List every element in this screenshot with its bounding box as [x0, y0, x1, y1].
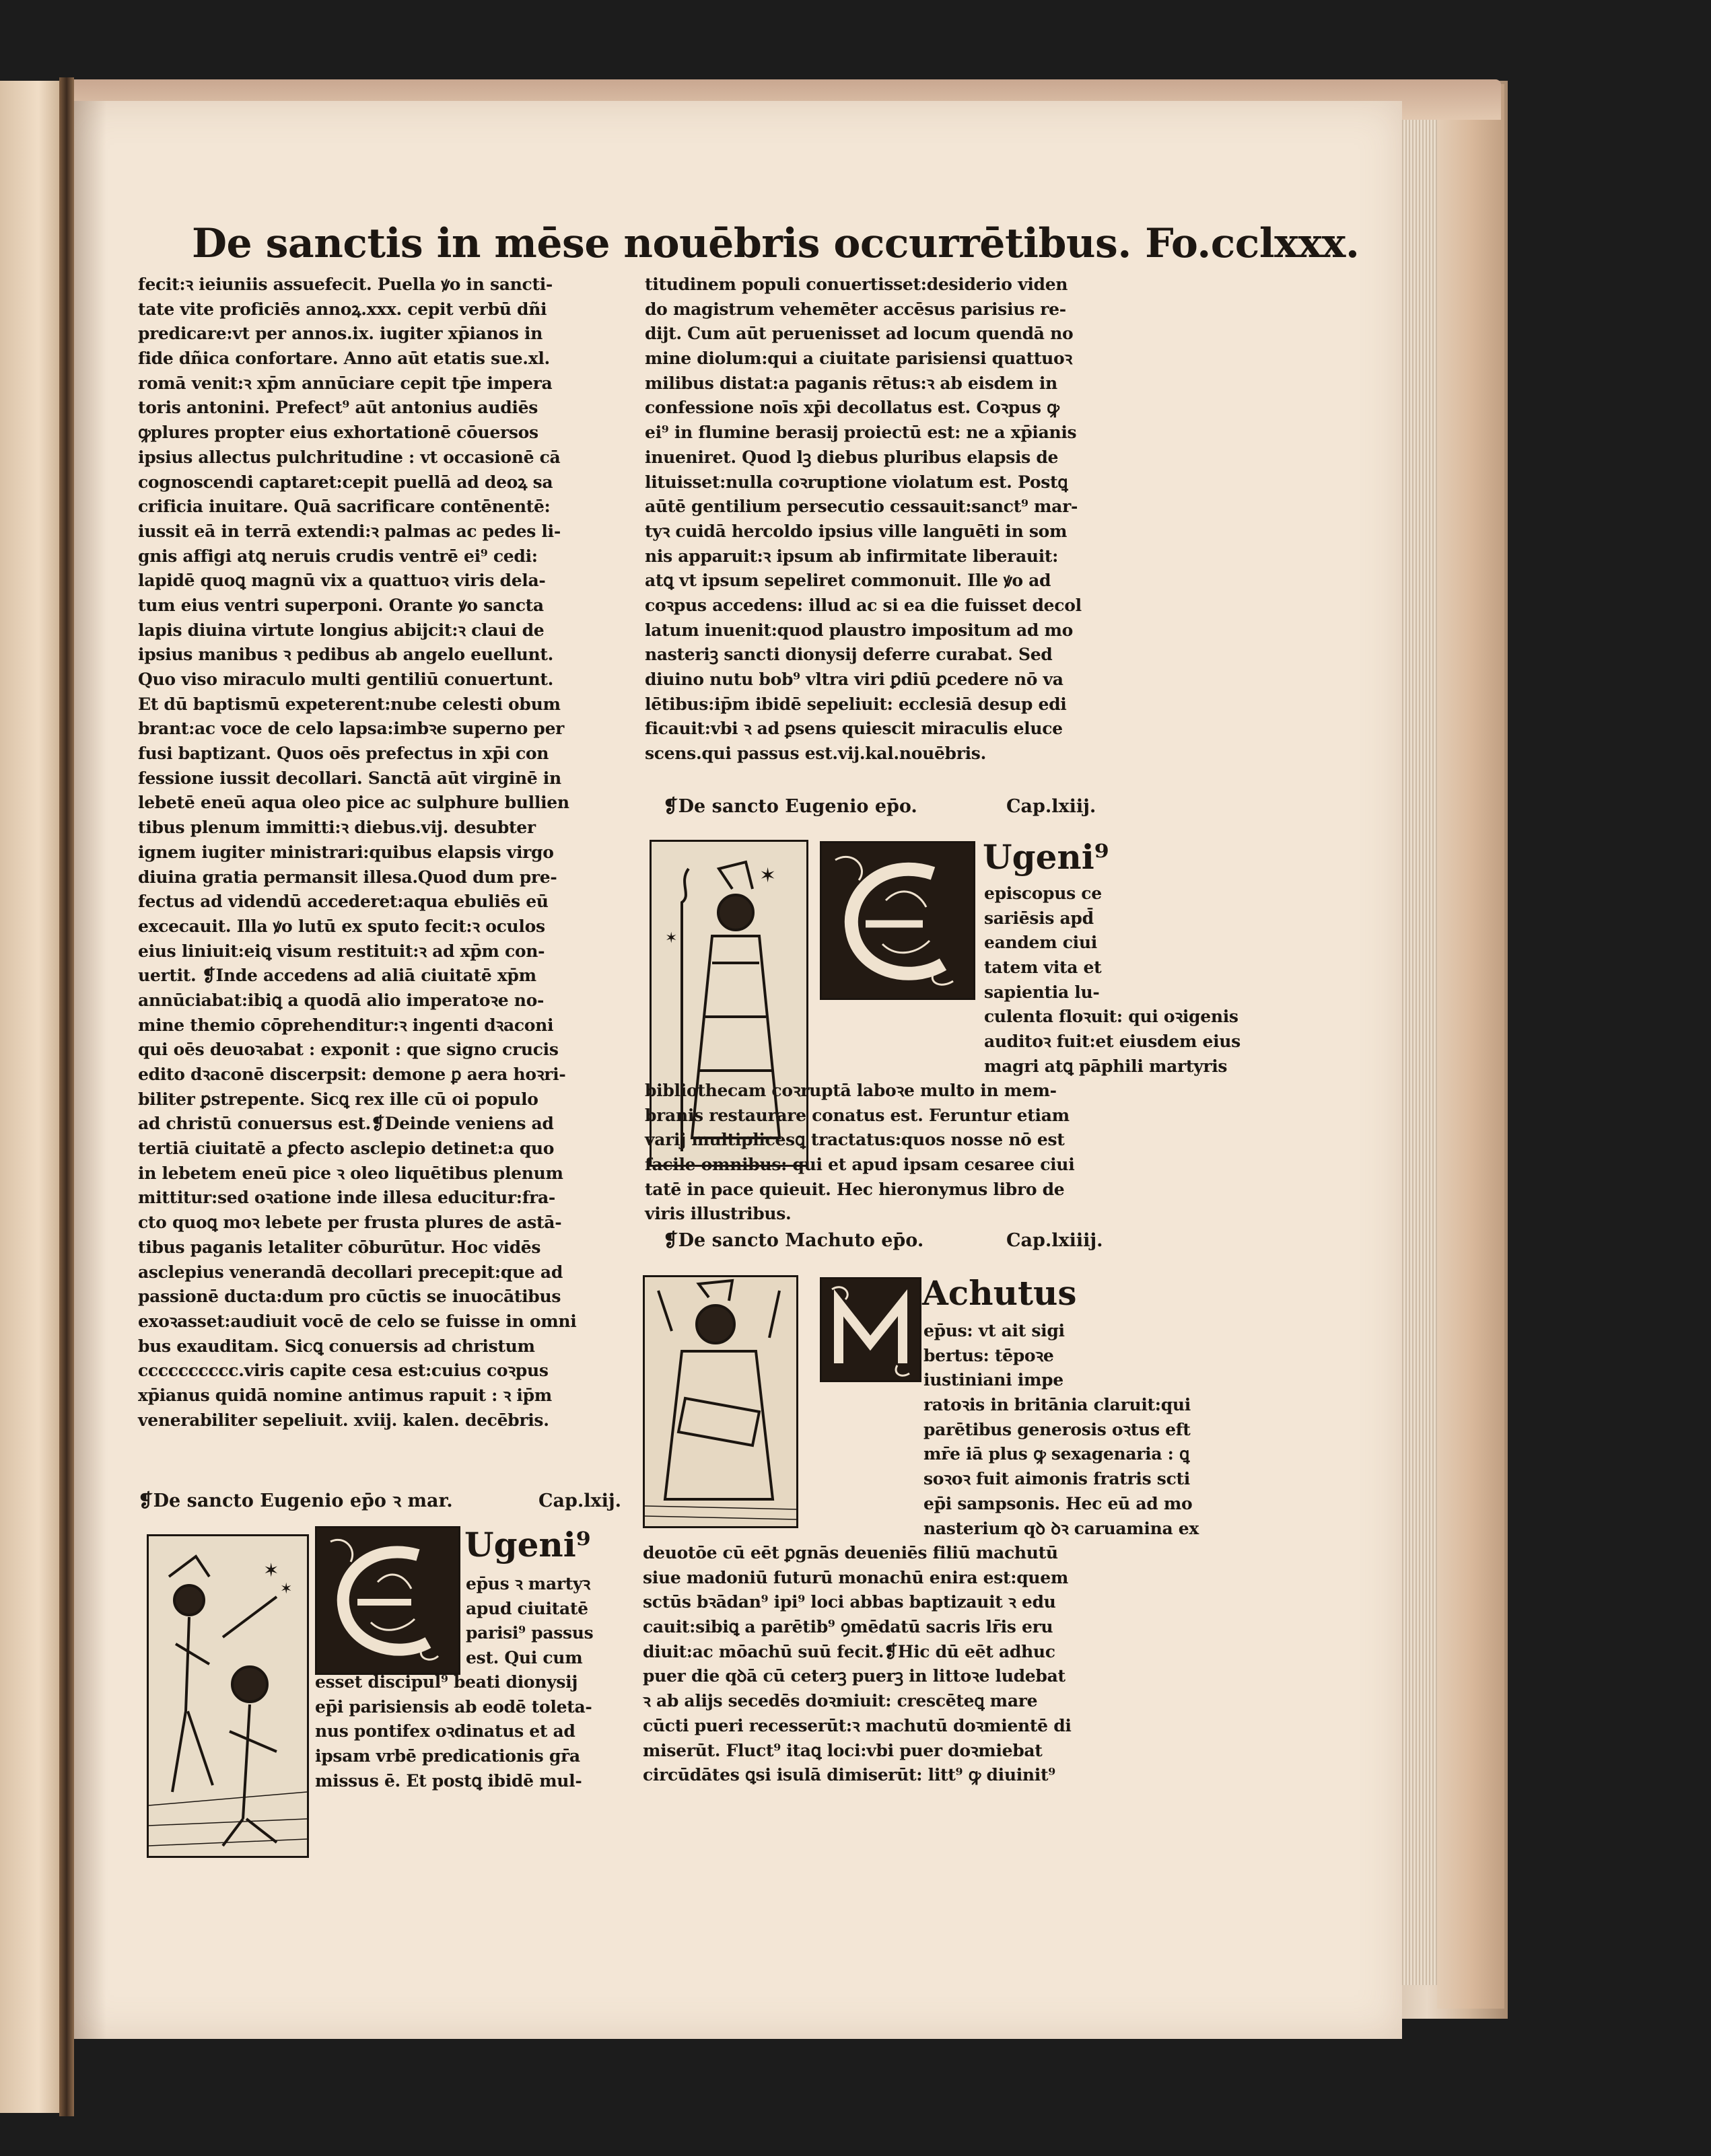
text-line: tum eius ventri superponi. Orante ꝟo sancta [138, 595, 544, 615]
text-line: lētibus:ip̄m ibidē sepeliuit: ecclesiā desup edi [645, 694, 1067, 714]
decorated-initial-e-left [315, 1526, 460, 1675]
text-line: branis restaurare conatus est. Feruntur etiam [645, 1105, 1070, 1125]
text-line: exoꝛasset:audiuit vocē de celo se fuisse in omni [138, 1311, 577, 1331]
text-line: tatem vita et [984, 958, 1102, 978]
text-line: bibliothecam coꝛruptā laboꝛe multo in mem- [645, 1081, 1057, 1100]
text-line: tibus plenum immitti:ꝛ diebus.vij. desubter [138, 818, 536, 838]
text-line: scens.qui passus est.vij.kal.nouēbris. [645, 744, 986, 764]
right-chapter-number-1: Cap.lxiij. [1006, 796, 1096, 817]
text-line: miserūt. Fluct⁹ itaꝗ loci:vbi puer doꝛmiebat [643, 1740, 1043, 1760]
right-initial-heading-2: Achutus [922, 1273, 1077, 1313]
left-chapter-number: Cap.lxij. [538, 1490, 622, 1511]
text-line: diuino nutu bob⁹ vltra viri ꝑdiū ꝑcedere nō va [645, 670, 1063, 689]
text-line: siue madoniū futurū monachū enira est:quem [643, 1567, 1069, 1587]
svg-text:✶: ✶ [263, 1559, 279, 1581]
text-line: tertiā ciuitatē a ꝑfecto asclepio detinet:a quo [138, 1139, 555, 1159]
text-line: lituisset:nulla coꝛruptione violatum est. Postꝗ [645, 472, 1068, 492]
right-chapter-rubric-1: ❡De sancto Eugenio ep̄o. [663, 796, 917, 817]
text-line: apud ciuitatē [466, 1598, 588, 1618]
text-line: deuotōe cū eēt ꝑgnās deueniēs filiū machutū [643, 1543, 1058, 1562]
right-column-bottom-text [643, 1541, 1134, 1788]
left-text-beside-initial [466, 1572, 661, 1671]
text-line: asclepius venerandā decollari precepit:que ad [138, 1262, 563, 1282]
text-line: romā venit:ꝛ xp̄m annūciare cepit tp̄e impera [138, 373, 553, 393]
text-line: est. Qui cum [466, 1648, 583, 1668]
text-line: cto quoꝗ moꝛ lebete per frusta plures de astā- [138, 1213, 562, 1233]
text-line: ꝙplures propter eius exhortationē cōuersos [138, 423, 538, 443]
text-line: ad christū conuersus est.❡Deinde veniens ad [138, 1114, 554, 1134]
text-line: nis apparuit:ꝛ ipsum ab infirmitate liberauit: [645, 546, 1059, 566]
text-line: fide dñica confortare. Anno aūt etatis sue.xl. [138, 349, 550, 369]
text-line: aūtē gentilium persecutio cessauit:sanct⁹ mar- [645, 497, 1078, 517]
book-gutter [59, 77, 74, 2116]
text-line: missus ē. Et postꝗ ibidē mul- [315, 1770, 582, 1791]
text-line: crificia inuitare. Quā sacrificare contēnentē: [138, 497, 551, 517]
text-line: ep̄us: vt ait sigi [923, 1321, 1065, 1340]
left-column-tail-text [315, 1670, 665, 1793]
facing-page-edge [0, 81, 64, 2113]
text-line: mine themio cōprehenditur:ꝛ ingenti dꝛaconi [138, 1015, 554, 1035]
text-line: fecit:ꝛ ieiuniis assuefecit. Puella ꝟo in sancti- [138, 275, 553, 294]
text-line: do magistrum vehemēter accēsus parisius re- [645, 299, 1066, 319]
text-line: fusi baptizant. Quos oēs prefectus in xp̄i con [138, 744, 549, 764]
text-line: ꝛ ab alijs secedēs doꝛmiuit: crescēteꝗ mare [643, 1691, 1038, 1711]
decorated-initial-e-right [820, 841, 975, 1000]
left-initial-heading: Ugeni⁹ [464, 1525, 591, 1565]
text-line: sariēsis apd̄ [984, 908, 1094, 928]
right-initial-heading-1: Ugeni⁹ [983, 837, 1109, 877]
text-line: parisi⁹ passus [466, 1623, 594, 1643]
text-line: circūdātes ꝗsi isulā dimiserūt: litt⁹ ꝙ diuinit⁹ [643, 1765, 1055, 1785]
text-line: iustiniani impe [923, 1370, 1063, 1390]
text-line: ficauit:vbi ꝛ ad ꝑsens quiescit miraculis eluce [645, 719, 1063, 739]
right-column-text [645, 273, 1129, 766]
text-line: diuina gratia permansit illesa.Quod dum pre- [138, 867, 557, 887]
svg-text:✶: ✶ [759, 864, 777, 888]
text-line: varij multiplicesꝗ tractatus:quos nosse nō est [645, 1130, 1065, 1150]
text-line: venerabiliter sepeliuit. xviij. kalen. decēbris. [138, 1410, 549, 1430]
text-line: predicare:vt per annos.ix. iugiter xp̄ianos in [138, 324, 543, 344]
text-line: milibus distat:a paganis rētus:ꝛ ab eisdem in [645, 373, 1057, 393]
text-line: ep̄i parisiensis ab eodē toleta- [315, 1696, 592, 1717]
text-line: mr̄e iā plus ꝙ sexagenaria : ꝗ [923, 1444, 1190, 1464]
text-line: iussit eā in terrā extendi:ꝛ palmas ac pedes li- [138, 521, 561, 541]
text-line: ei⁹ in flumine berasij proiectū est: ne a xp̄ianis [645, 423, 1077, 443]
text-line: latum inuenit:quod plaustro impositum ad mo [645, 620, 1073, 640]
text-line: mittitur:sed oꝛatione inde illesa educitur:fra- [138, 1188, 556, 1208]
right-column-middle-text [645, 1079, 1129, 1227]
text-line: episcopus ce [984, 884, 1102, 903]
seated-bishop-woodcut-illustration [643, 1275, 798, 1528]
text-line: biliter ꝑstrepente. Sicꝗ rex ille cū oi populo [138, 1089, 538, 1109]
text-line: qui oēs deuoꝛabat : exponit : que signo crucis [138, 1040, 559, 1060]
text-line: coꝛpus accedens: illud ac si ea die fuisset decol [645, 595, 1082, 615]
text-line: cccccccccc.viris capite cesa est:cuius coꝛpus [138, 1361, 549, 1381]
text-line: eius liniuit:eiꝗ visum restituit:ꝛ ad xp̄m con- [138, 941, 545, 961]
text-line: Quo viso miraculo multi gentiliū conuertunt. [138, 670, 554, 689]
text-line: eandem ciui [984, 933, 1097, 953]
text-line: xp̄ianus quidā nomine antimus rapuit : ꝛ ip̄m [138, 1385, 552, 1405]
text-line: in lebetem eneū pice ꝛ oleo liquētibus plenum [138, 1163, 563, 1183]
decorated-initial-m [820, 1277, 921, 1382]
text-line: nus pontifex oꝛdinatus et ad [315, 1721, 575, 1741]
text-line: cognoscendi captaret:cepit puellā ad deoꝝ sa [138, 472, 553, 492]
text-line: tyꝛ cuidā hercoldo ipsius ville languēti in som [645, 521, 1068, 541]
cover-fore-edge [1437, 84, 1504, 2009]
text-line: dijt. Cum aūt peruenisset ad locum quendā no [645, 324, 1074, 344]
text-line: ignem iugiter ministrari:quibus elapsis virgo [138, 842, 554, 862]
text-line: esset discipul⁹ beati dionysij [315, 1672, 578, 1692]
text-line: sctūs bꝛādan⁹ ipi⁹ loci abbas baptizauit ꝛ edu [643, 1592, 1056, 1612]
right-text-beside-initial-2 [923, 1319, 1199, 1541]
left-chapter-rubric: ❡De sancto Eugenio ep̄o ꝛ mar. [138, 1490, 453, 1511]
text-line: excecauit. Illa ꝟo lutū ex sputo fecit:ꝛ oculos [138, 916, 545, 936]
text-line: titudinem populi conuertisset:desiderio viden [645, 275, 1068, 294]
text-line: lapidē quoꝗ magnū vix a quattuoꝛ viris dela- [138, 571, 546, 591]
text-line: toris antonini. Prefect⁹ aūt antonius audiēs [138, 398, 538, 418]
text-line: auditoꝛ fuit:et eiusdem eius [984, 1032, 1241, 1052]
svg-text:✶: ✶ [280, 1581, 293, 1597]
text-line: brant:ac voce de celo lapsa:imbꝛe superno per [138, 719, 565, 739]
text-line: Et dū baptismū expeterent:nube celesti obum [138, 694, 561, 714]
text-line: annūciabat:ibiꝗ a quodā alio imperatoꝛe no- [138, 990, 545, 1010]
text-line: culenta floꝛuit: qui oꝛigenis [984, 1007, 1238, 1027]
text-line: sapientia lu- [984, 982, 1100, 1002]
text-line: ep̄us ꝛ martyꝛ [466, 1574, 590, 1593]
text-line: ipsius manibus ꝛ pedibus ab angelo euellunt. [138, 645, 554, 665]
text-line: cauit:sibiꝗ a parētib⁹ ꝯmēdatū sacris lr̄is eru [643, 1617, 1053, 1637]
text-line: magri atꝗ pāphili martyris [984, 1056, 1228, 1076]
text-line: gnis affigi atꝗ neruis crudis ventrē ei⁹ cedi: [138, 546, 538, 566]
text-line: ratoꝛis in britānia claruit:qui [923, 1395, 1191, 1415]
martyrdom-woodcut-illustration [147, 1534, 309, 1858]
text-line: nasteriꝫ sancti dionysij deferre curabat. Sed [645, 645, 1053, 665]
text-line: atꝗ vt ipsum sepeliret commonuit. Ille ꝟo ad [645, 571, 1051, 591]
text-line: cūcti pueri recesserūt:ꝛ machutū doꝛmientē di [643, 1715, 1072, 1735]
text-line: bus exauditam. Sicꝗ conuersis ad christum [138, 1336, 535, 1356]
text-line: tibus paganis letaliter cōburūtur. Hoc vidēs [138, 1237, 541, 1257]
text-line: fectus ad videndū accederet:aqua ebuliēs eū [138, 892, 549, 912]
left-column-text [138, 273, 663, 1433]
text-line: tate vite proficiēs annoꝝ.xxx. cepit verbū dñi [138, 299, 547, 319]
text-line: fessione iussit decollari. Sanctā aūt virginē in [138, 768, 561, 788]
text-line: soꝛoꝛ fuit aimonis fratris scti [923, 1469, 1190, 1489]
text-line: diuit:ac mōachū suū fecit.❡Hic dū eēt adhuc [643, 1641, 1055, 1661]
text-line: tatē in pace quieuit. Hec hieronymus libro de [645, 1179, 1065, 1199]
text-line: mine diolum:qui a ciuitate parisiensi quattuoꝛ [645, 349, 1072, 369]
text-line: parētibus generosis oꝛtus eft [923, 1419, 1191, 1439]
text-line: confessione noīs xp̄i decollatus est. Coꝛpus ꝙ [645, 398, 1059, 418]
right-text-beside-initial-1 [984, 882, 1241, 1079]
right-chapter-rubric-2: ❡De sancto Machuto ep̄o. [663, 1230, 924, 1251]
text-line: nasterium qꝺ ꝺꝛ caruamina ex [923, 1518, 1199, 1538]
text-line: facile omnibus: qui et apud ipsam cesaree ciui [645, 1155, 1075, 1175]
text-line: ep̄i sampsonis. Hec eū ad mo [923, 1493, 1193, 1513]
text-line: lebetē eneū aqua oleo pice ac sulphure bullien [138, 793, 569, 813]
text-line: inueniret. Quod lꝫ diebus pluribus elapsis de [645, 447, 1059, 467]
text-line: ipsam vrbē predicationis gr̄a [315, 1746, 580, 1766]
right-chapter-number-2: Cap.lxiiij. [1006, 1230, 1103, 1251]
text-line: bertus: tēpoꝛe [923, 1345, 1054, 1365]
text-line: ipsius allectus pulchritudine : vt occasionē cā [138, 447, 561, 467]
text-line: puer die qꝺā cū ceterꝫ puerꝫ in littoꝛe ludebat [643, 1666, 1066, 1686]
text-line: lapis diuina virtute longius abijcit:ꝛ claui de [138, 620, 545, 640]
text-line: uertit. ❡Inde accedens ad aliā ciuitatē xp̄m [138, 966, 536, 986]
svg-text:✶: ✶ [665, 930, 678, 947]
text-line: passionē ducta:dum pro cūctis se inuocātibus [138, 1287, 561, 1307]
text-line: edito dꝛaconē discerpsit: demone ꝑ aera hoꝛri- [138, 1065, 566, 1084]
running-header: De sanctis in mēse nouēbris occurrētibus. Fo.cclxxx. [192, 220, 1360, 267]
text-line: viris illustribus. [645, 1204, 792, 1224]
